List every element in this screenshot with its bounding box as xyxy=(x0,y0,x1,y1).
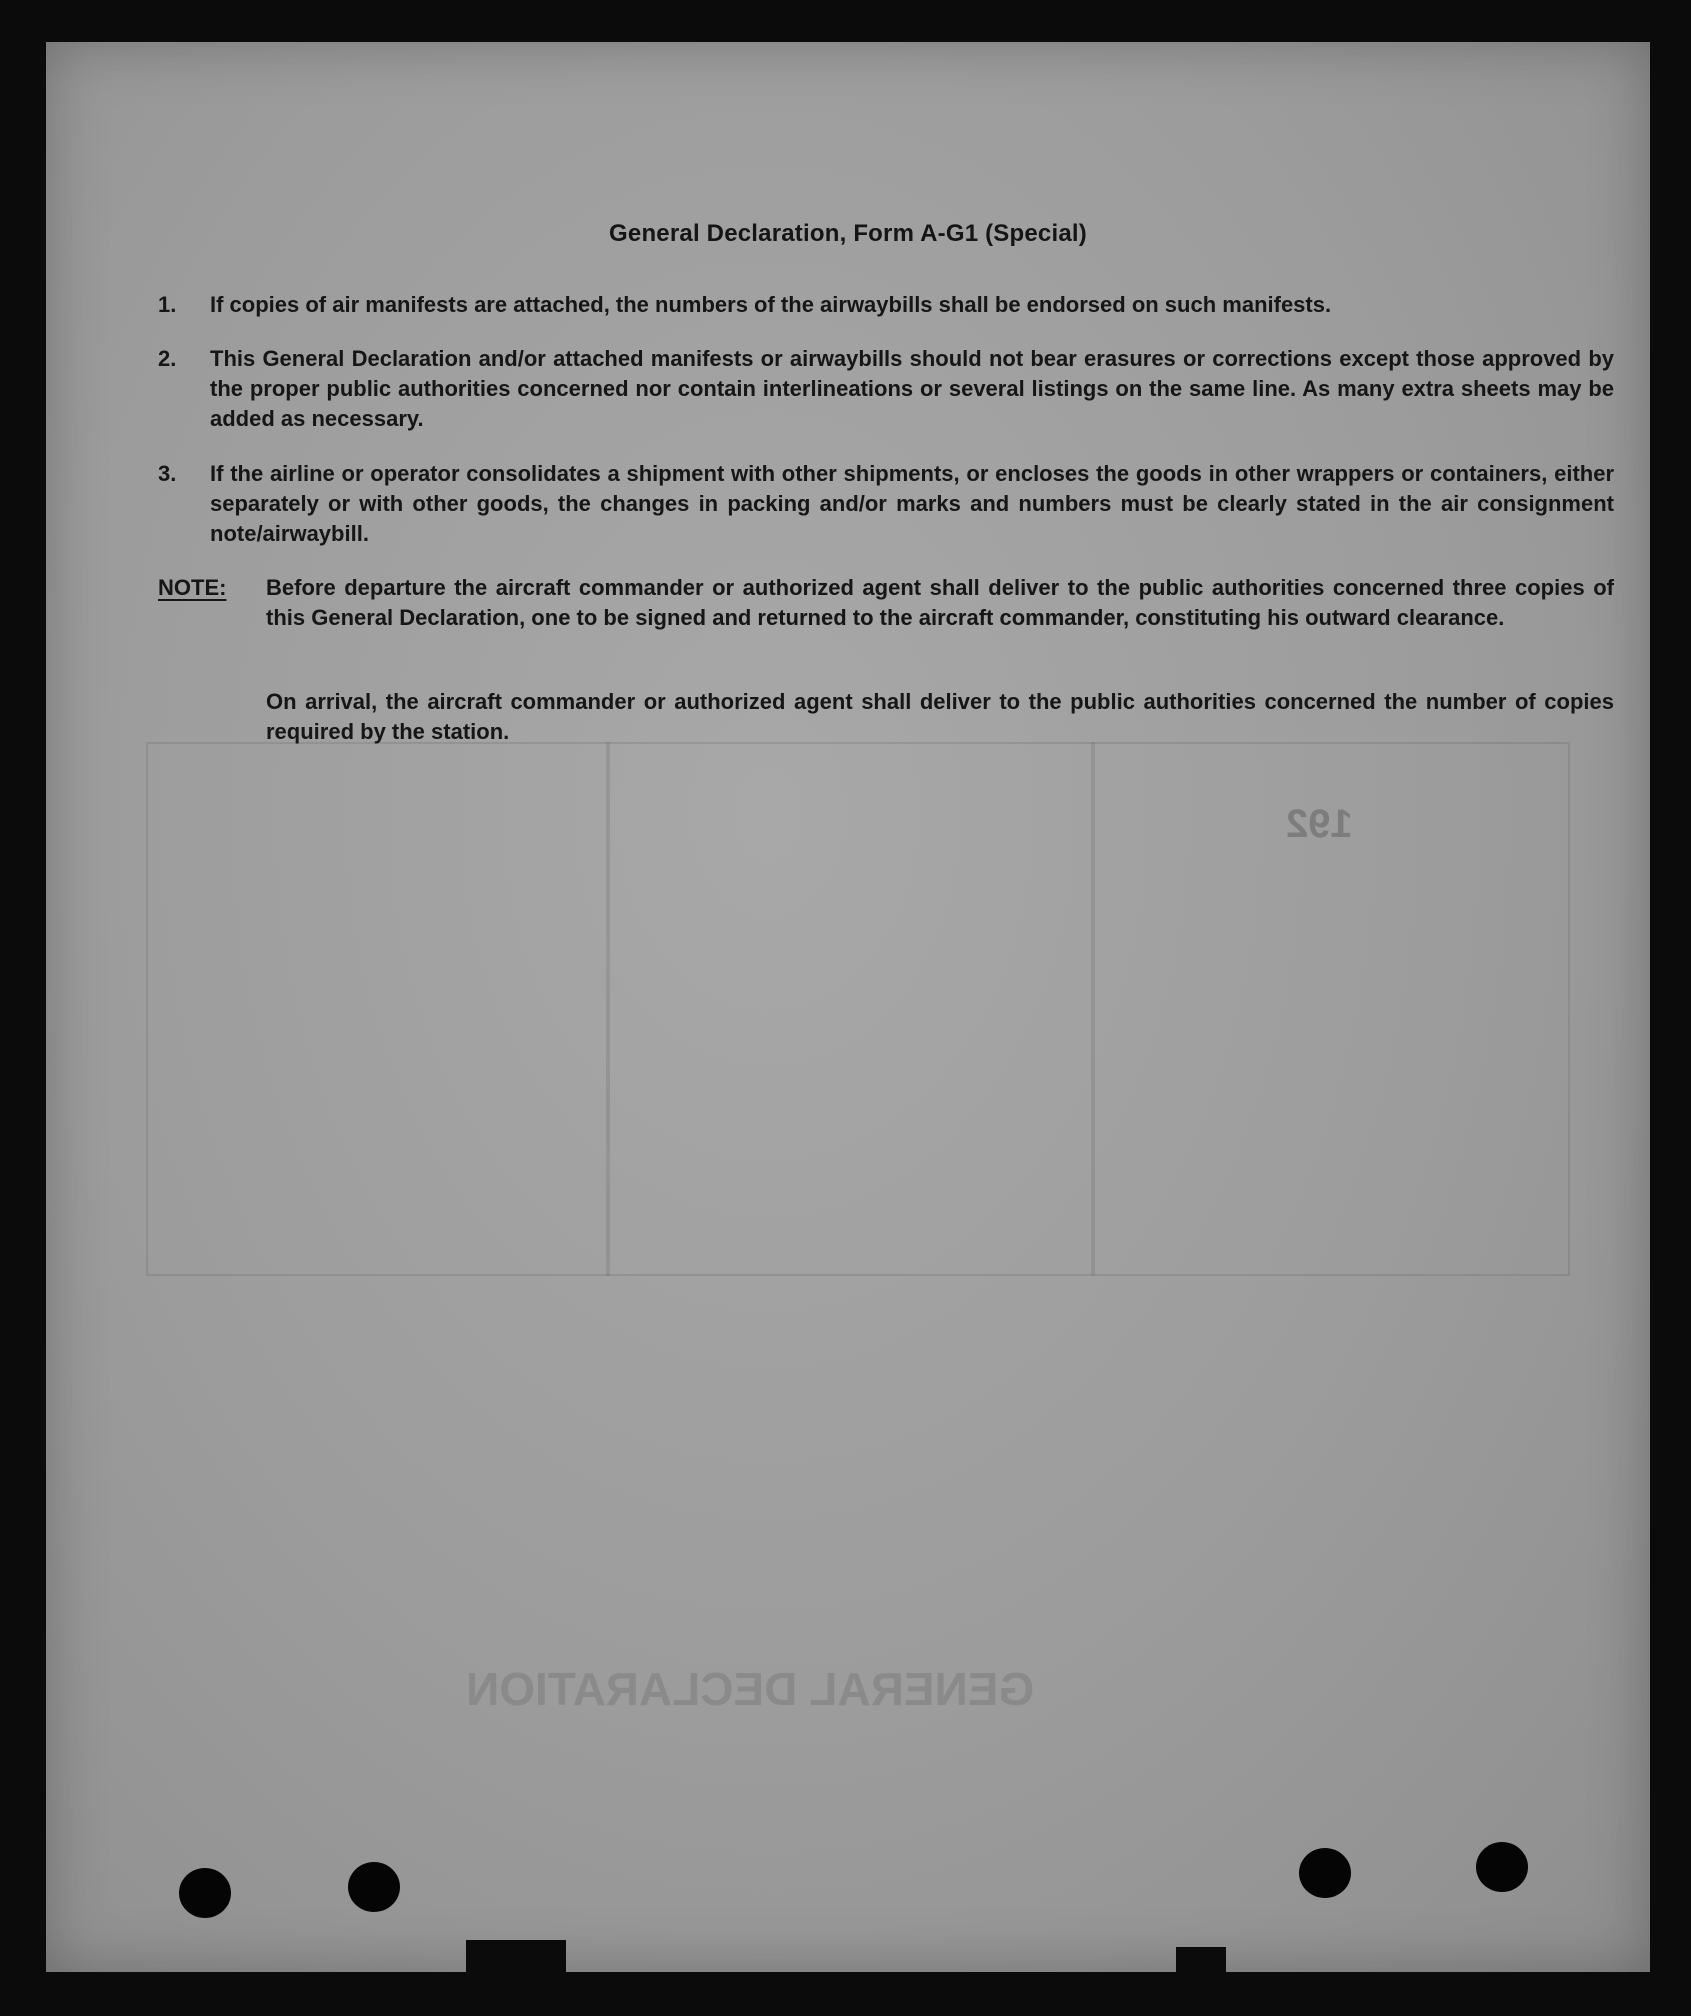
note-text: On arrival, the aircraft commander or authorized agent shall deliver to the public authorities concerned the number of copies required by the station. xyxy=(266,689,1614,744)
punch-hole xyxy=(1299,1848,1351,1898)
instruction-item-1 xyxy=(158,290,1614,320)
note-text: Before departure the aircraft commander or authorized agent shall deliver to the public authorities concerned three copies of this General Declaration, one to be signed and returned to the aircraft commander, constituting his outward clearance. xyxy=(266,575,1614,630)
note-paragraph-2 xyxy=(158,687,1614,747)
bleed-through-number: 192 xyxy=(1286,802,1353,846)
instruction-item-2 xyxy=(158,344,1614,434)
item-text: This General Declaration and/or attached manifests or airwaybills should not bear erasures or corrections except those approved by the proper public authorities concerned nor contain interlineations or several listings on the same line. As many extra sheets may be added as necessary. xyxy=(210,346,1614,431)
bleed-through-column-divider xyxy=(1091,742,1095,1276)
item-text: If the airline or operator consolidates a shipment with other shipments, or encloses the goods in other wrappers or containers, either separately or with other goods, the changes in packing and/or marks and numbers must be clearly stated in the air consignment note/airwaybill. xyxy=(210,461,1614,546)
punch-hole xyxy=(179,1868,231,1918)
punch-hole xyxy=(1476,1842,1528,1892)
note-paragraph-1 xyxy=(158,573,1614,633)
bleed-through-column-divider xyxy=(606,742,610,1276)
item-number: 3. xyxy=(158,461,177,486)
bleed-through-table xyxy=(146,742,1570,1276)
note-label: NOTE: xyxy=(158,575,227,600)
item-text: If copies of air manifests are attached, the numbers of the airwaybills shall be endorsed on such manifests. xyxy=(210,292,1332,317)
item-number: 1. xyxy=(158,292,177,317)
document-page xyxy=(46,42,1650,1972)
punch-hole xyxy=(348,1862,400,1912)
bottom-edge-tab xyxy=(466,1940,566,1972)
bottom-edge-tab xyxy=(1176,1947,1226,1972)
item-number: 2. xyxy=(158,346,177,371)
bleed-through-heading: GENERAL DECLARATION xyxy=(466,1663,1035,1715)
page-title: General Declaration, Form A-G1 (Special) xyxy=(609,220,1087,247)
instruction-item-3 xyxy=(158,459,1614,549)
note-label-spacer xyxy=(158,687,266,747)
